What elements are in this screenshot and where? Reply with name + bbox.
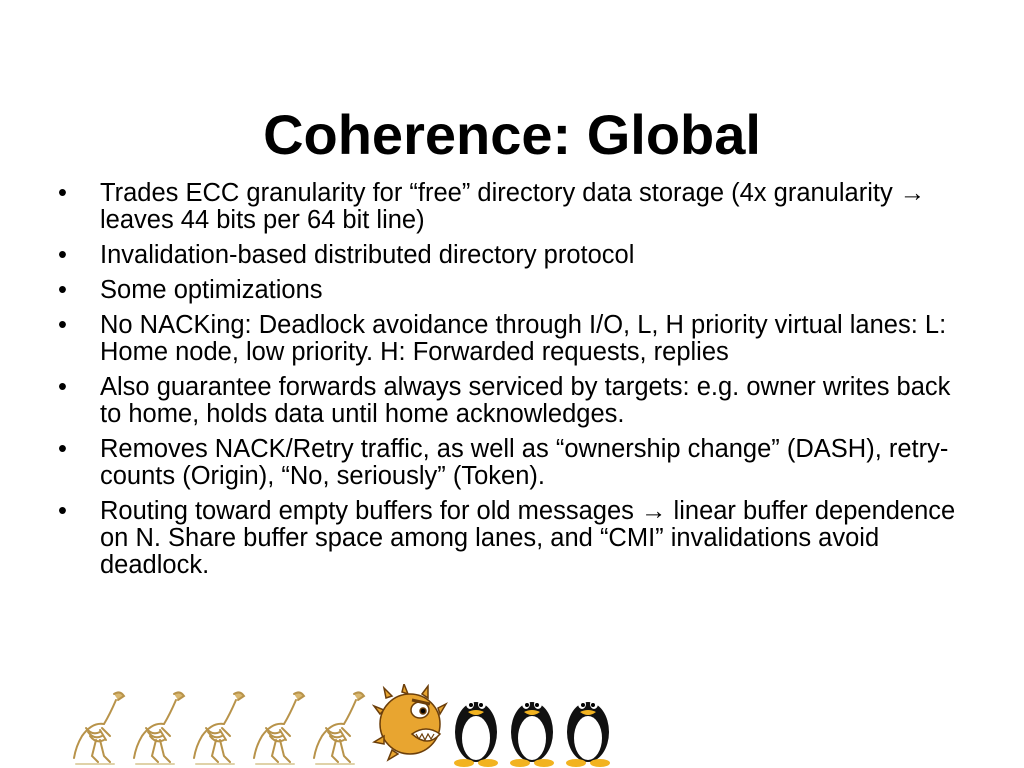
- bullet-item: [56, 436, 956, 490]
- bullet-dot: •: [58, 311, 67, 339]
- pufferfish-icon: [372, 684, 448, 768]
- mascot-strip: [70, 684, 630, 768]
- penguin-icon: [450, 684, 502, 768]
- bullet-item: [56, 242, 956, 269]
- bullet-dot: •: [58, 276, 67, 304]
- penguin-icon: [506, 684, 558, 768]
- bullet-text: Removes NACK/Retry traffic, as well as “ownership change” (DASH), retry-counts (Origin), “No, seriously” (Token).: [100, 435, 949, 490]
- bullet-item: [56, 180, 956, 234]
- dinosaur-skeleton-icon: [310, 684, 370, 768]
- bullet-dot: •: [58, 373, 67, 401]
- bullet-text: Trades ECC granularity for “free” directory data storage (4x granularity: [100, 179, 900, 207]
- bullet-item: [56, 374, 956, 428]
- bullet-dot: •: [58, 179, 67, 207]
- bullet-item: [56, 498, 956, 579]
- penguin-icon: [562, 684, 614, 768]
- bullet-dot: •: [58, 241, 67, 269]
- bullet-text: No NACKing: Deadlock avoidance through I/O, L, H priority virtual lanes: L: Home node, low priority. H: Forwarded requests, replies: [100, 311, 947, 366]
- bullet-text: Routing toward empty buffers for old messages: [100, 497, 641, 525]
- dinosaur-skeleton-icon: [70, 684, 130, 768]
- bullet-text: leaves 44 bits per 64 bit line): [100, 206, 425, 234]
- slide-title: Coherence: Global: [263, 102, 761, 166]
- bullet-text: Also guarantee forwards always serviced by targets: e.g. owner writes back to home, holds data until home acknowledges.: [100, 373, 951, 428]
- bullet-dot: •: [58, 435, 67, 463]
- dinosaur-skeleton-icon: [190, 684, 250, 768]
- bullet-list: [56, 180, 956, 587]
- dinosaur-skeleton-icon: [130, 684, 190, 768]
- dinosaur-skeleton-icon: [250, 684, 310, 768]
- bullet-item: [56, 277, 956, 304]
- bullet-item: [56, 312, 956, 366]
- arrow-icon: →: [640, 497, 667, 525]
- bullet-dot: •: [58, 497, 67, 525]
- bullet-text: Some optimizations: [100, 276, 323, 304]
- bullet-text: linear buffer dependence on N. Share buffer space among lanes, and “CMI” invalidations avoid deadlock.: [100, 497, 956, 579]
- arrow-icon: →: [899, 179, 926, 207]
- bullet-text: Invalidation-based distributed directory protocol: [100, 241, 635, 269]
